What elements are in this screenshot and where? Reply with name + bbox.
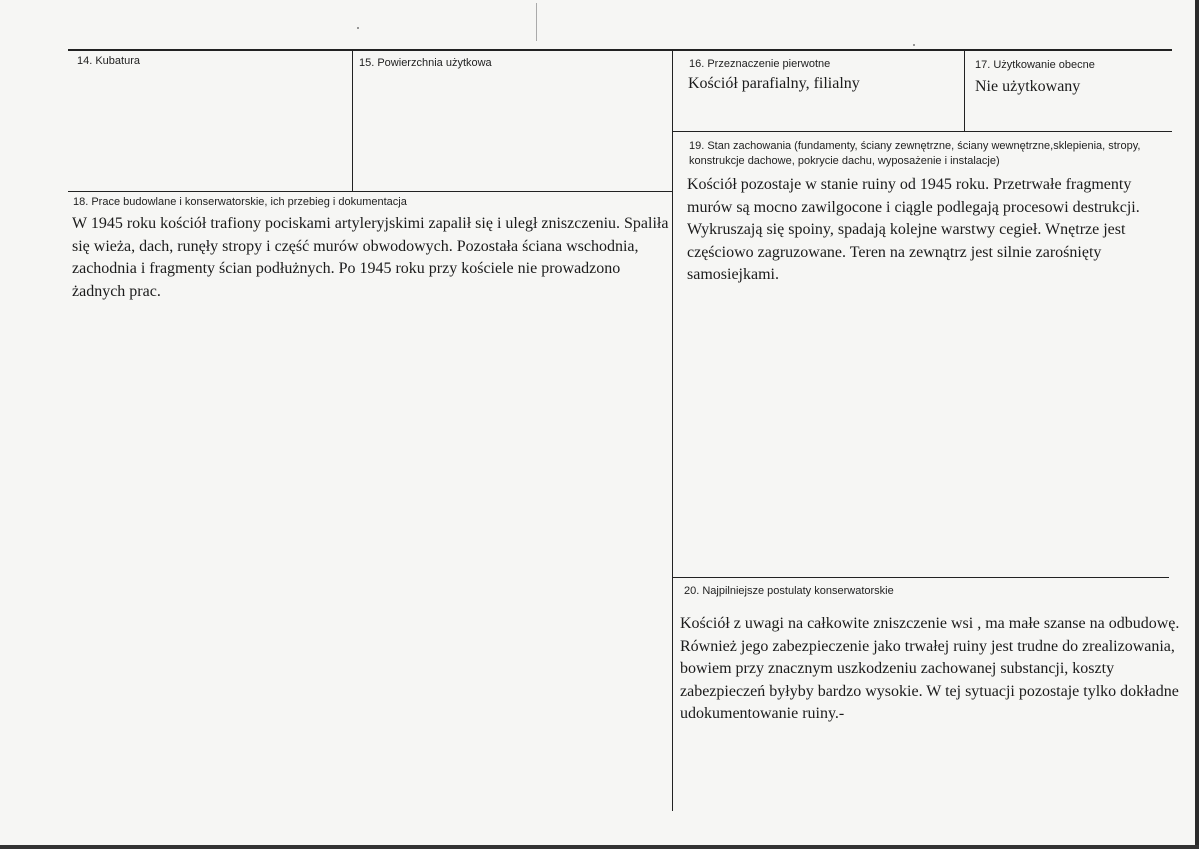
stan-zachowania-label: 19. Stan zachowania (fundamenty, ściany zewnętrzne, ściany wewnętrzne,sklepienia, stropy, konstrukcje dachowe, pokrycie dachu, wyposażenie i instalacje) (689, 140, 1141, 167)
stan-zachowania-value: Kościół pozostaje w stanie ruiny od 1945 roku. Przetrwałe fragmenty murów są mocno zawilgocone i ciągle podlegają procesowi destrukcji. Wykruszają się spoiny, spadają kolejne warstwy cegieł. Wnętrze jest częściowo zagruzowane. Teren na zewnątrz jest silnie zarośnięty samosiejkami. (687, 176, 1140, 283)
przeznaczenie-pierwotne-value: Kościół parafialny, filialny (688, 75, 860, 92)
postulaty-value: Kościół z uwagi na całkowite zniszczenie wsi , ma małe szanse na odbudowę. Również jego zabezpieczenie jako trwałej ruiny jest trudne do zrealizowania, bowiem przy znacznym uszkodzeniu zachowanej substancji, koszty zabezpieczeń byłyby bardzo wysokie. W tej sytuacji pozostaje tylko dokładne udokumentowanie ruiny.- (680, 615, 1180, 722)
scan-mark (536, 3, 537, 41)
postulaty-label: 20. Najpilniejsze postulaty konserwatorskie (684, 585, 894, 597)
scan-speck (913, 44, 915, 46)
divider-14-15 (352, 49, 353, 191)
border-top-20 (673, 577, 1169, 578)
kubatura-label: 14. Kubatura (77, 55, 140, 67)
prace-budowlane-value: W 1945 roku kościół trafiony pociskami artyleryjskimi zapalił się i uległ zniszczeniu. Spaliła się wieża, dach, runęły stropy i część murów obwodowych. Pozostała ściana wschodnia, zachodnia i fragmenty ścian podłużnych. Po 1945 roku przy kościele nie prowadzono żadnych prac. (72, 215, 669, 300)
border-top-18 (68, 191, 673, 192)
scan-edge-bottom (0, 845, 1199, 849)
border-top-19 (673, 131, 1172, 132)
scan-speck (357, 27, 359, 29)
przeznaczenie-pierwotne-label: 16. Przeznaczenie pierwotne (689, 58, 831, 70)
scan-edge-right (1195, 0, 1199, 849)
center-divider (672, 49, 673, 811)
prace-budowlane-label: 18. Prace budowlane i konserwatorskie, ich przebieg i dokumentacja (73, 196, 407, 208)
uzytkowanie-obecne-label: 17. Użytkowanie obecne (975, 59, 1095, 71)
uzytkowanie-obecne-value: Nie użytkowany (975, 78, 1081, 95)
top-border (68, 49, 1172, 51)
divider-16-17 (964, 49, 965, 131)
powierzchnia-label: 15. Powierzchnia użytkowa (359, 57, 492, 69)
